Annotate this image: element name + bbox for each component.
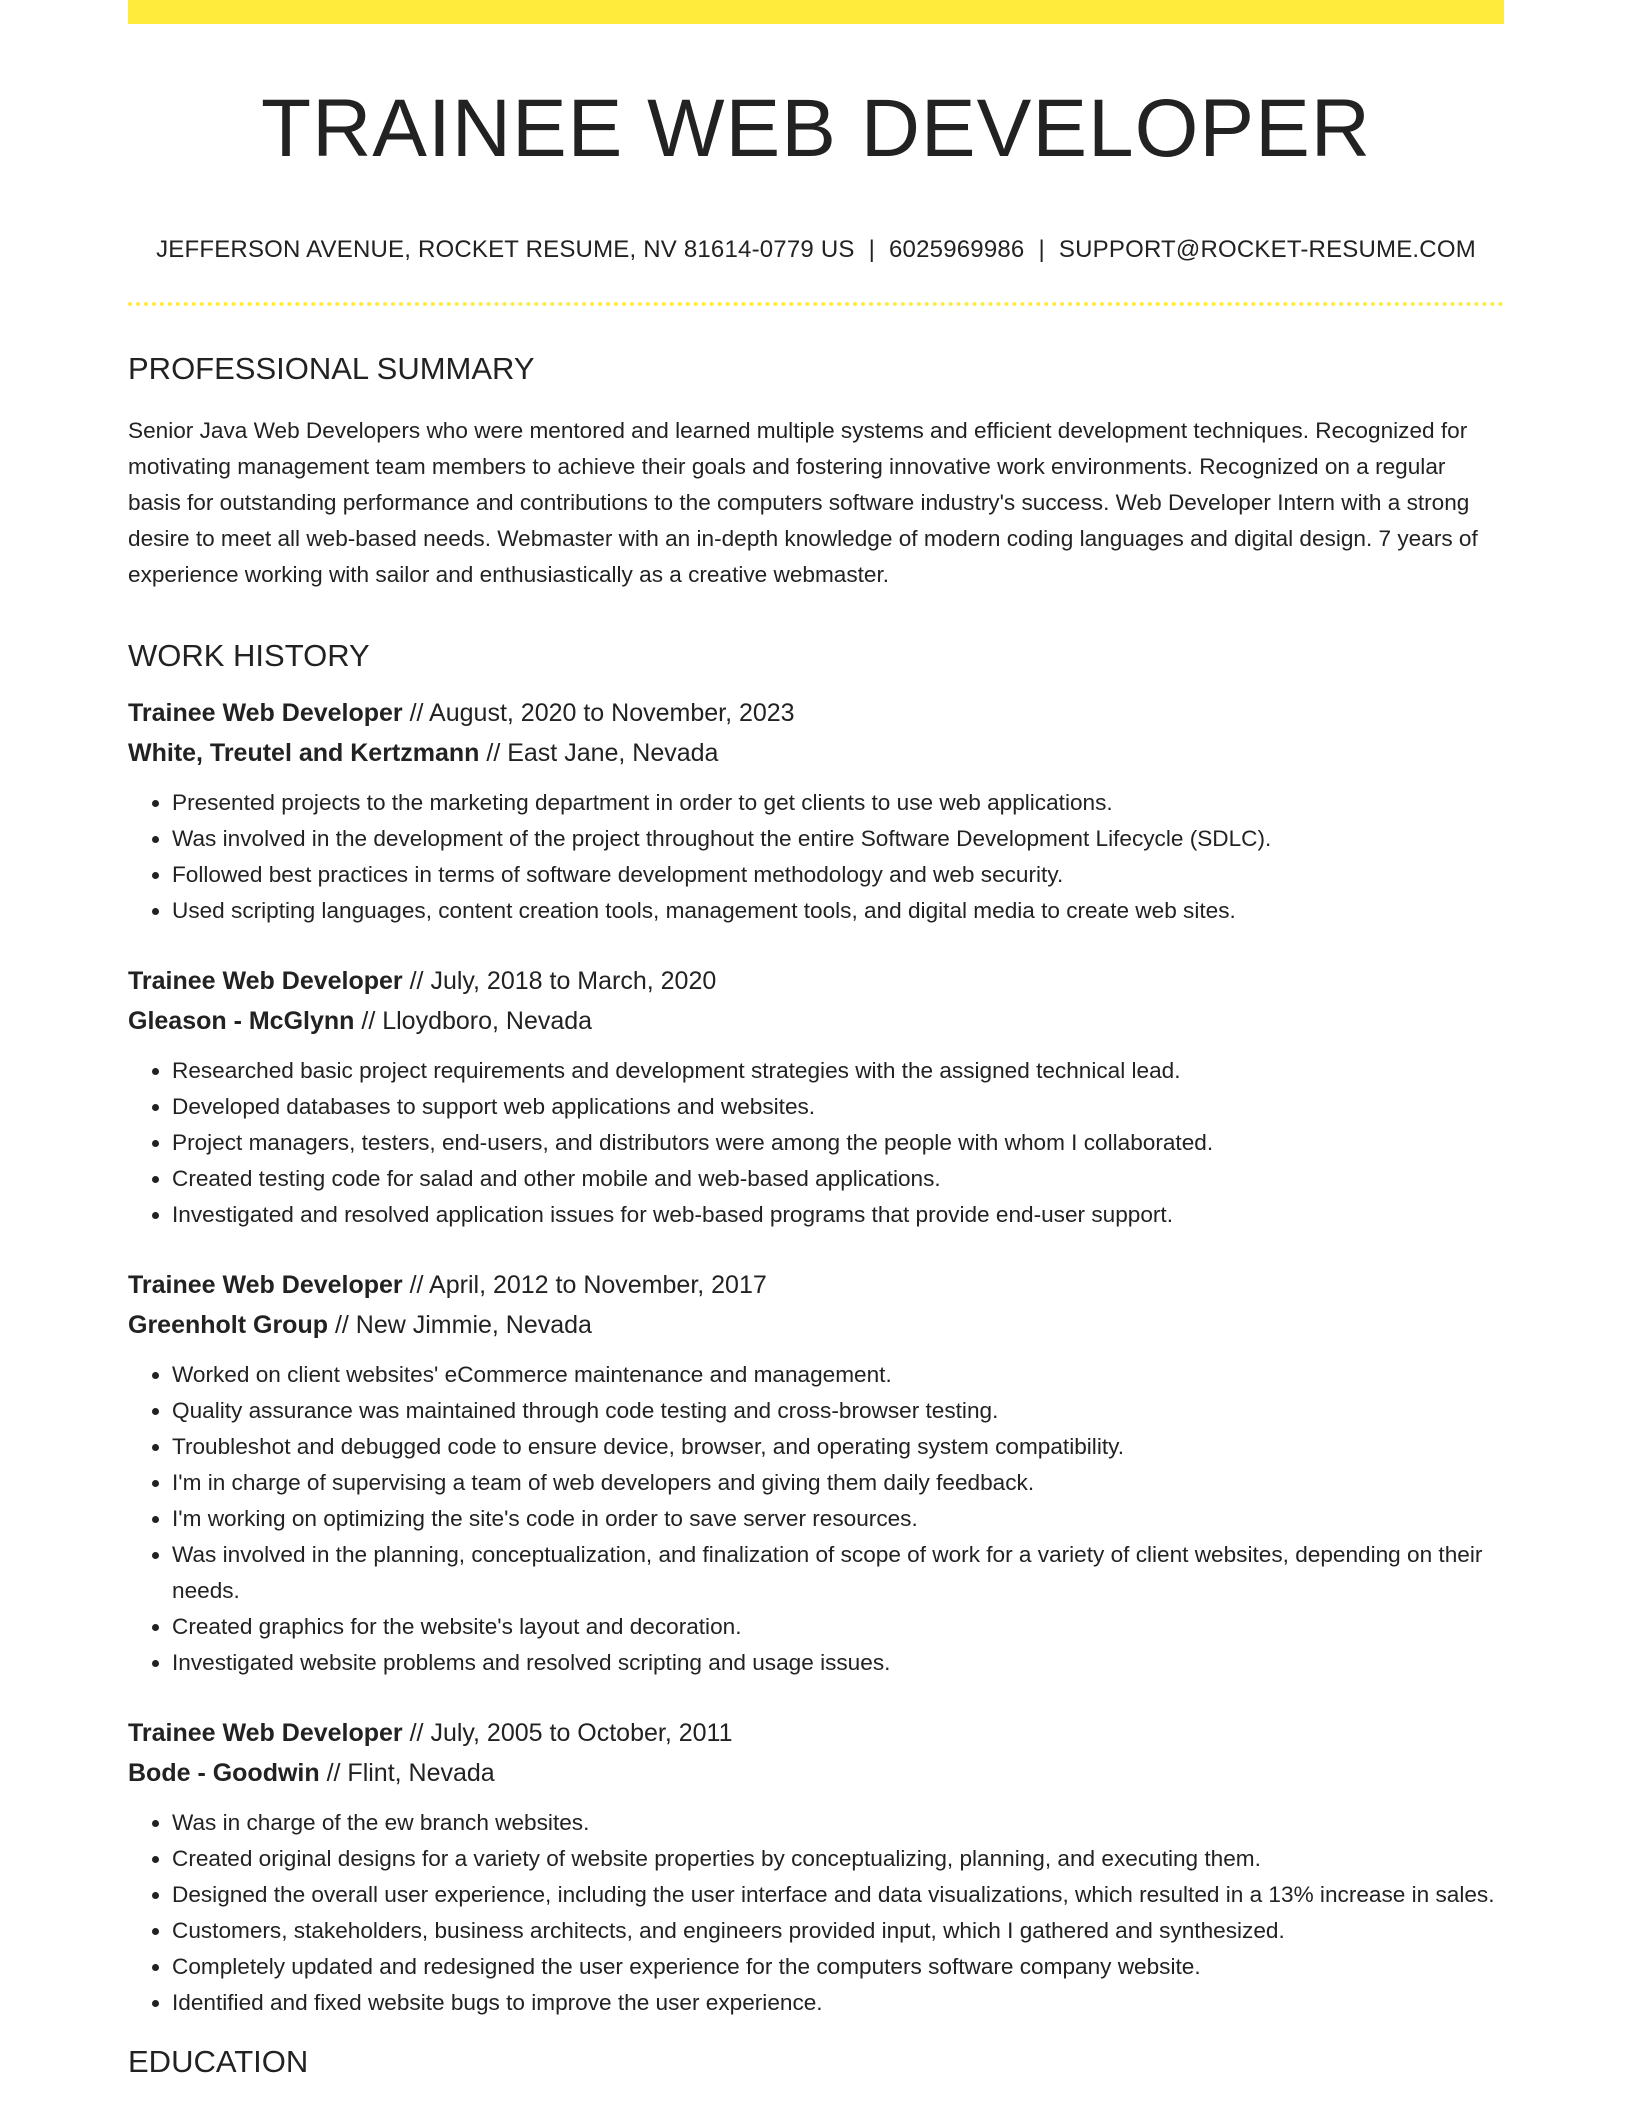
job-title: Trainee Web Developer xyxy=(128,966,403,995)
job-bullet: • Created testing code for salad and other mobile and web-based applications. xyxy=(172,1161,1504,1197)
job-bullet: • Followed best practices in terms of software development methodology and web security. xyxy=(172,857,1504,893)
contact-email: SUPPORT@ROCKET-RESUME.COM xyxy=(1058,236,1476,264)
job-company-line xyxy=(128,1753,1504,1793)
job-dates: // July, 2018 to March, 2020 xyxy=(402,966,717,995)
job-company: White, Treutel and Kertzmann xyxy=(128,738,480,767)
job-location: // Flint, Nevada xyxy=(319,1758,495,1787)
job-location: // Lloydboro, Nevada xyxy=(354,1006,593,1035)
job-company-line xyxy=(128,1001,1504,1041)
job-bullet-list xyxy=(128,1805,1504,2021)
work-history-list xyxy=(128,693,1504,2021)
contact-phone: 6025969986 xyxy=(889,236,1025,264)
job-bullet: • Completely updated and redesigned the user experience for the computers software company website. xyxy=(172,1949,1504,1985)
job-entry xyxy=(128,1265,1504,1681)
contact-address: JEFFERSON AVENUE, ROCKET RESUME, NV 81614-0779 US xyxy=(156,236,855,264)
job-bullet: • Worked on client websites' eCommerce maintenance and management. xyxy=(172,1357,1504,1393)
job-title: Trainee Web Developer xyxy=(128,1718,403,1747)
job-title-line xyxy=(128,1713,1504,1753)
job-company: Greenholt Group xyxy=(128,1310,328,1339)
job-title-line xyxy=(128,693,1504,733)
education-heading: EDUCATION xyxy=(128,2043,309,2079)
job-bullet: • Presented projects to the marketing department in order to get clients to use web applications. xyxy=(172,785,1504,821)
job-company-line xyxy=(128,733,1504,773)
resume-page xyxy=(128,0,1504,2080)
contact-separator: | xyxy=(1038,236,1045,264)
job-bullet: • Troubleshot and debugged code to ensure device, browser, and operating system compatibility. xyxy=(172,1429,1504,1465)
job-bullet: • Used scripting languages, content creation tools, management tools, and digital media to create web sites. xyxy=(172,893,1504,929)
job-dates: // July, 2005 to October, 2011 xyxy=(402,1718,733,1747)
job-title-line xyxy=(128,961,1504,1001)
job-bullet: • Investigated website problems and resolved scripting and usage issues. xyxy=(172,1645,1504,1681)
job-bullet-list xyxy=(128,1357,1504,1681)
job-bullet-list xyxy=(128,1053,1504,1233)
job-entry xyxy=(128,693,1504,929)
job-bullet: • Investigated and resolved application issues for web-based programs that provide end-user support. xyxy=(172,1197,1504,1233)
job-bullet: • Project managers, testers, end-users, and distributors were among the people with whom I collaborated. xyxy=(172,1125,1504,1161)
job-entry xyxy=(128,1713,1504,2021)
dotted-divider xyxy=(128,302,1504,306)
job-title: Trainee Web Developer xyxy=(128,698,403,727)
job-bullet: • Identified and fixed website bugs to improve the user experience. xyxy=(172,1985,1504,2021)
job-bullet: • Customers, stakeholders, business architects, and engineers provided input, which I gathered and synthesized. xyxy=(172,1913,1504,1949)
job-bullet: • Created graphics for the website's layout and decoration. xyxy=(172,1609,1504,1645)
page-title: TRAINEE WEB DEVELOPER xyxy=(260,83,1372,174)
summary-text: Senior Java Web Developers who were mentored and learned multiple systems and efficient development techniques. Recognized for motivating management team members to achieve their goals and fostering innovative work environments. Recognized on a regular basis for outstanding performance and contributions to the computers software industry's success. Web Developer Intern with a strong desire to meet all web-based needs. Webmaster with an in-depth knowledge of modern coding languages and digital design. 7 years of experience working with sailor and enthusiastically as a creative webmaster. xyxy=(128,418,1478,588)
job-bullet: • Developed databases to support web applications and websites. xyxy=(172,1089,1504,1125)
job-title-line xyxy=(128,1265,1504,1305)
job-bullet: • Designed the overall user experience, including the user interface and data visualizations, which resulted in a 13% increase in sales. xyxy=(172,1877,1504,1913)
job-bullet: • Was involved in the development of the project throughout the entire Software Development Lifecycle (SDLC). xyxy=(172,821,1504,857)
job-bullet: • Quality assurance was maintained through code testing and cross-browser testing. xyxy=(172,1393,1504,1429)
job-bullet: • I'm in charge of supervising a team of web developers and giving them daily feedback. xyxy=(172,1465,1504,1501)
work-history-heading: WORK HISTORY xyxy=(128,638,370,674)
job-location: // New Jimmie, Nevada xyxy=(328,1310,592,1339)
job-dates: // April, 2012 to November, 2017 xyxy=(402,1270,767,1299)
job-dates: // August, 2020 to November, 2023 xyxy=(402,698,795,727)
job-bullet: • Created original designs for a variety of website properties by conceptualizing, planning, and executing them. xyxy=(172,1841,1504,1877)
job-bullet: • Was involved in the planning, conceptualization, and finalization of scope of work for a variety of client websites, depending on their needs. xyxy=(172,1537,1504,1609)
job-bullet-list xyxy=(128,785,1504,929)
job-entry xyxy=(128,961,1504,1233)
job-company: Bode - Goodwin xyxy=(128,1758,320,1787)
job-location: // East Jane, Nevada xyxy=(479,738,719,767)
summary-heading: PROFESSIONAL SUMMARY xyxy=(128,351,535,387)
job-bullet: • I'm working on optimizing the site's code in order to save server resources. xyxy=(172,1501,1504,1537)
job-bullet: • Was in charge of the ew branch websites. xyxy=(172,1805,1504,1841)
job-company: Gleason - McGlynn xyxy=(128,1006,355,1035)
job-bullet: • Researched basic project requirements and development strategies with the assigned technical lead. xyxy=(172,1053,1504,1089)
contact-line xyxy=(128,236,1504,264)
top-accent-bar xyxy=(128,0,1504,24)
job-title: Trainee Web Developer xyxy=(128,1270,403,1299)
job-company-line xyxy=(128,1305,1504,1345)
contact-separator: | xyxy=(868,236,875,264)
